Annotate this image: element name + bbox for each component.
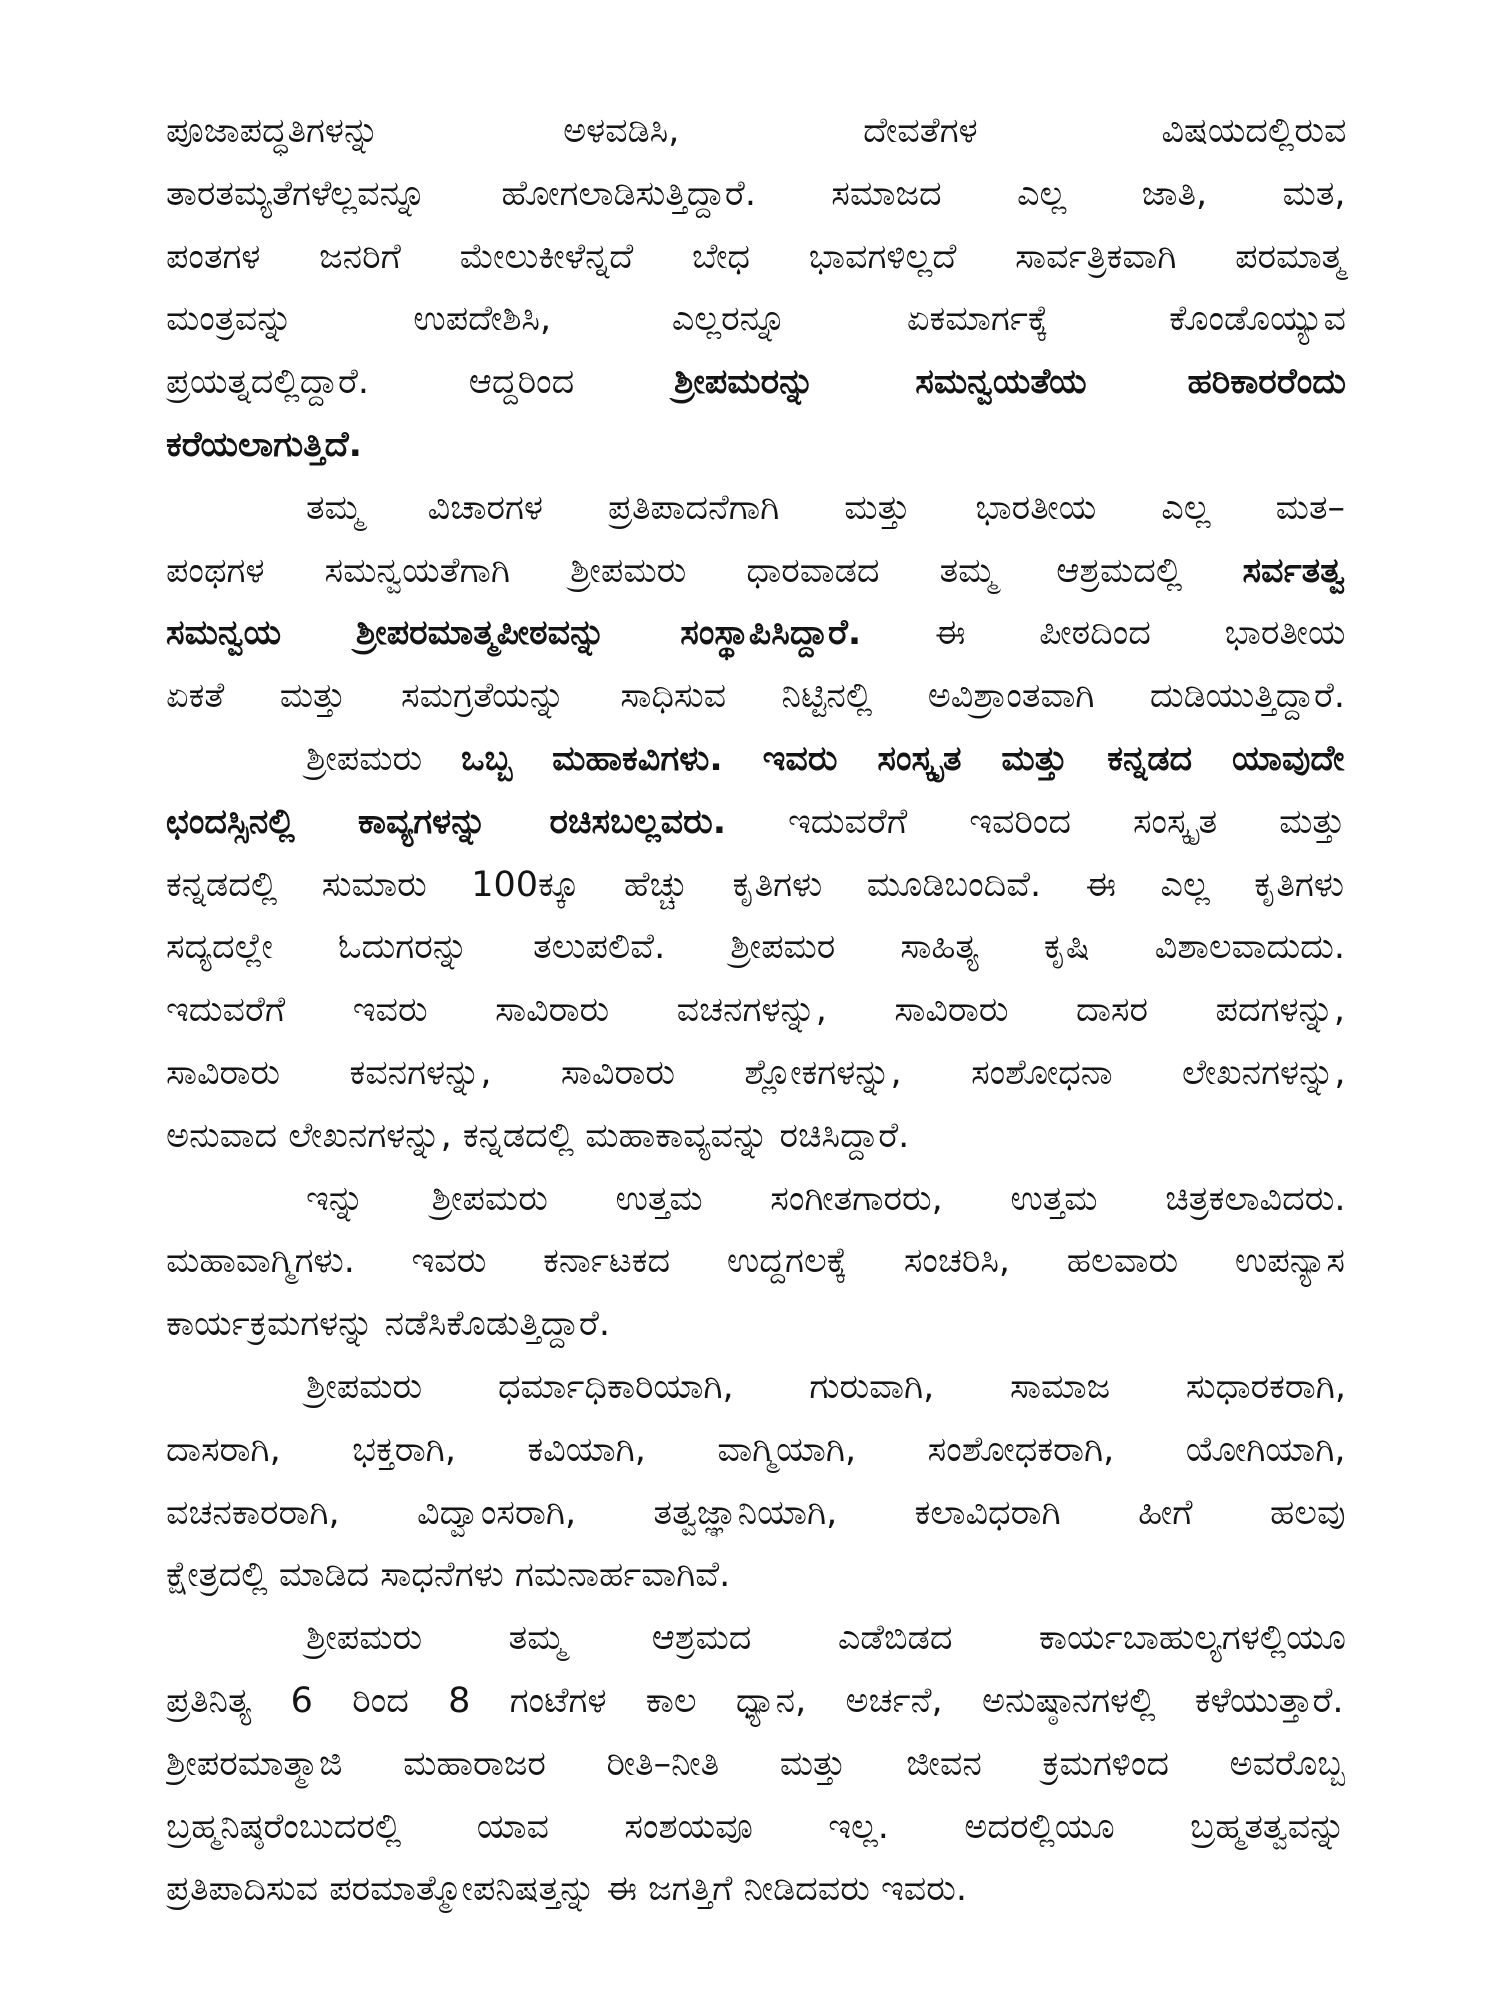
text-segment: ಕಾರ್ಯಕ್ರಮಗಳನ್ನು ನಡೆಸಿಕೊಡುತ್ತಿದ್ದಾರೆ. [166,1304,610,1345]
bold-text-segment: ಶ್ರೀಪಮರನ್ನು ಸಮನ್ವಯತೆಯ ಹರಿಕಾರರೆಂದು [674,362,1346,403]
text-line [166,414,1348,477]
text-segment: ವಚನಕಾರರಾಗಿ, ವಿದ್ವಾಂಸರಾಗಿ, ತತ್ವಜ್ಞಾನಿಯಾಗಿ, ಕಲಾವಿಧರಾಗಿ ಹೀಗೆ ಹಲವು [166,1492,1346,1533]
text-line [166,1796,1348,1859]
text-line [166,665,1348,728]
text-segment: ಪ್ರಯತ್ನದಲ್ಲಿದ್ದಾರೆ. ಆದ್ದರಿಂದ [166,362,675,403]
text-segment: ತಮ್ಮ ವಿಚಾರಗಳ ಪ್ರತಿಪಾದನೆಗಾಗಿ ಮತ್ತು ಭಾರತೀಯ ಎಲ್ಲ ಮತ– [306,487,1345,528]
paragraph [166,1356,1348,1607]
text-line [166,1105,1348,1168]
text-segment: ಪಂಥಗಳ ಸಮನ್ವಯತೆಗಾಗಿ ಶ್ರೀಪಮರು ಧಾರವಾಡದ ತಮ್ಮ ಆಶ್ರಮದಲ್ಲಿ [166,550,1243,591]
text-line [166,288,1348,351]
text-line [166,1230,1348,1293]
text-segment: ಮಹಾವಾಗ್ಮಿಗಳು. ಇವರು ಕರ್ನಾಟಕದ ಉದ್ದಗಲಕ್ಕೆ ಸಂಚರಿಸಿ, ಹಲವಾರು ಉಪನ್ಯಾಸ [166,1241,1345,1282]
paragraph [166,1168,1348,1356]
paragraph [166,1607,1348,1921]
text-line [166,1482,1348,1545]
text-segment: ಬ್ರಹ್ಮನಿಷ್ಠರೆಂಬುದರಲ್ಲಿ ಯಾವ ಸಂಶಯವೂ ಇಲ್ಲ. ಅದರಲ್ಲಿಯೂ ಬ್ರಹ್ಮತತ್ವವನ್ನು [166,1806,1346,1847]
text-line [166,1293,1348,1356]
text-segment: ಇದುವರೆಗೆ ಇವರು ಸಾವಿರಾರು ವಚನಗಳನ್ನು, ಸಾವಿರಾರು ದಾಸರ ಪದಗಳನ್ನು, [166,990,1345,1031]
text-segment: ಕನ್ನಡದಲ್ಲಿ ಸುಮಾರು 100ಕ್ಕೂ ಹೆಚ್ಚು ಕೃತಿಗಳು ಮೂಡಿಬಂದಿವೆ. ಈ ಎಲ್ಲ ಕೃತಿಗಳು [166,864,1344,905]
text-line [166,100,1348,163]
text-line [166,1607,1348,1670]
text-segment: ದಾಸರಾಗಿ, ಭಕ್ತರಾಗಿ, ಕವಿಯಾಗಿ, ವಾಗ್ಮಿಯಾಗಿ, ಸಂಶೋಧಕರಾಗಿ, ಯೋಗಿಯಾಗಿ, [166,1429,1346,1470]
text-segment: ಪಂತಗಳ ಜನರಿಗೆ ಮೇಲುಕೀಳೆನ್ನದೆ ಬೇಧ ಭಾವಗಳಿಲ್ಲದೆ ಸಾರ್ವತ್ರಿಕವಾಗಿ ಪರಮಾತ್ಮ [166,236,1345,277]
text-segment: ಶ್ರೀಪಮರು ಧರ್ಮಾಧಿಕಾರಿಯಾಗಿ, ಗುರುವಾಗಿ, ಸಾಮಾಜ ಸುಧಾರಕರಾಗಿ, [306,1366,1346,1407]
text-line [166,351,1348,414]
text-line [166,1670,1348,1733]
text-line [166,163,1348,226]
text-line [166,1419,1348,1482]
text-segment: ಶ್ರೀಪಮರು ತಮ್ಮ ಆಶ್ರಮದ ಎಡೆಬಿಡದ ಕಾರ್ಯಬಾಹುಲ್ಯಗಳಲ್ಲಿಯೂ [306,1618,1346,1659]
text-segment: ಸಾವಿರಾರು ಕವನಗಳನ್ನು, ಸಾವಿರಾರು ಶ್ಲೋಕಗಳನ್ನು, ಸಂಶೋಧನಾ ಲೇಖನಗಳನ್ನು, [166,1052,1346,1093]
paragraph [166,728,1348,1168]
text-line [166,1356,1348,1419]
bold-text-segment: ಛಂದಸ್ಸಿನಲ್ಲಿ ಕಾವ್ಯಗಳನ್ನು ರಚಿಸಬಲ್ಲವರು. [166,801,727,842]
paragraph [166,477,1348,728]
text-segment: ಕ್ಷೇತ್ರದಲ್ಲಿ ಮಾಡಿದ ಸಾಧನೆಗಳು ಗಮನಾರ್ಹವಾಗಿವೆ. [166,1555,731,1596]
bold-text-segment: ಸರ್ವತತ್ವ [1242,550,1345,591]
text-segment: ಈ ಪೀಠದಿಂದ ಭಾರತೀಯ [861,613,1346,654]
text-line [166,979,1348,1042]
text-segment: ಪೂಜಾಪದ್ಧತಿಗಳನ್ನು ಅಳವಡಿಸಿ, ದೇವತೆಗಳ ವಿಷಯದಲ್ಲಿರುವ [166,111,1347,151]
paragraph [166,100,1348,477]
text-line [166,1733,1348,1796]
page-body-text [166,100,1348,1921]
text-segment: ಸದ್ಯದಲ್ಲೇ ಓದುಗರನ್ನು ತಲುಪಲಿವೆ. ಶ್ರೀಪಮರ ಸಾಹಿತ್ಯ ಕೃಷಿ ವಿಶಾಲವಾದುದು. [166,927,1345,968]
text-segment: ತಾರತಮ್ಯತೆಗಳೆಲ್ಲವನ್ನೂ ಹೋಗಲಾಡಿಸುತ್ತಿದ್ದಾರೆ. ಸಮಾಜದ ಎಲ್ಲ ಜಾತಿ, ಮತ, [166,173,1346,214]
text-line [166,226,1348,289]
text-line [166,791,1348,854]
text-segment: ಅನುವಾದ ಲೇಖನಗಳನ್ನು, ಕನ್ನಡದಲ್ಲಿ ಮಹಾಕಾವ್ಯವನ್ನು ರಚಿಸಿದ್ದಾರೆ. [166,1115,910,1156]
text-segment: ಪ್ರತಿಪಾದಿಸುವ ಪರಮಾತ್ಮೋಪನಿಷತ್ತನ್ನು ಈ ಜಗತ್ತಿಗೆ ನೀಡಿದವರು ಇವರು. [166,1869,967,1910]
text-line [166,1042,1348,1105]
text-line [166,602,1348,665]
text-line [166,728,1348,791]
text-line [166,1544,1348,1607]
text-line [166,477,1348,540]
text-line [166,854,1348,917]
text-segment: ಶ್ರೀಪಮರು [306,738,462,779]
text-segment: ಇನ್ನು ಶ್ರೀಪಮರು ಉತ್ತಮ ಸಂಗೀತಗಾರರು, ಉತ್ತಮ ಚಿತ್ರಕಲಾವಿದರು. [306,1178,1346,1219]
bold-text-segment: ಕರೆಯಲಾಗುತ್ತಿದೆ. [166,424,362,465]
text-segment: ಇದುವರೆಗೆ ಇವರಿಂದ ಸಂಸ್ಕೃತ ಮತ್ತು [726,801,1346,842]
bold-text-segment: ಸಮನ್ವಯ ಶ್ರೀಪರಮಾತ್ಮಪೀಠವನ್ನು ಸಂಸ್ಥಾಪಿಸಿದ್ದಾರೆ. [166,613,862,654]
text-segment: ಮಂತ್ರವನ್ನು ಉಪದೇಶಿಸಿ, ಎಲ್ಲರನ್ನೂ ಏಕಮಾರ್ಗಕ್ಕೆ ಕೊಂಡೊಯ್ಯುವ [166,299,1346,340]
text-line [166,916,1348,979]
text-segment: ಶ್ರೀಪರಮಾತ್ಮಾಜಿ ಮಹಾರಾಜರ ರೀತಿ–ನೀತಿ ಮತ್ತು ಜೀವನ ಕ್ರಮಗಳಿಂದ ಅವರೊಬ್ಬ [166,1743,1345,1784]
bold-text-segment: ಒಬ್ಬ ಮಹಾಕವಿಗಳು. ಇವರು ಸಂಸ್ಕೃತ ಮತ್ತು ಕನ್ನಡದ ಯಾವುದೇ [461,738,1345,779]
text-segment: ಪ್ರತಿನಿತ್ಯ 6 ರಿಂದ 8 ಗಂಟೆಗಳ ಕಾಲ ಧ್ಯಾನ, ಅರ್ಚನೆ, ಅನುಷ್ಠಾನಗಳಲ್ಲಿ ಕಳೆಯುತ್ತಾರೆ. [166,1680,1344,1721]
text-segment: ಏಕತೆ ಮತ್ತು ಸಮಗ್ರತೆಯನ್ನು ಸಾಧಿಸುವ ನಿಟ್ಟಿನಲ್ಲಿ ಅವಿಶ್ರಾಂತವಾಗಿ ದುಡಿಯುತ್ತಿದ್ದಾರೆ. [166,676,1345,717]
text-line [166,540,1348,603]
text-line [166,1858,1348,1921]
text-line [166,1168,1348,1231]
